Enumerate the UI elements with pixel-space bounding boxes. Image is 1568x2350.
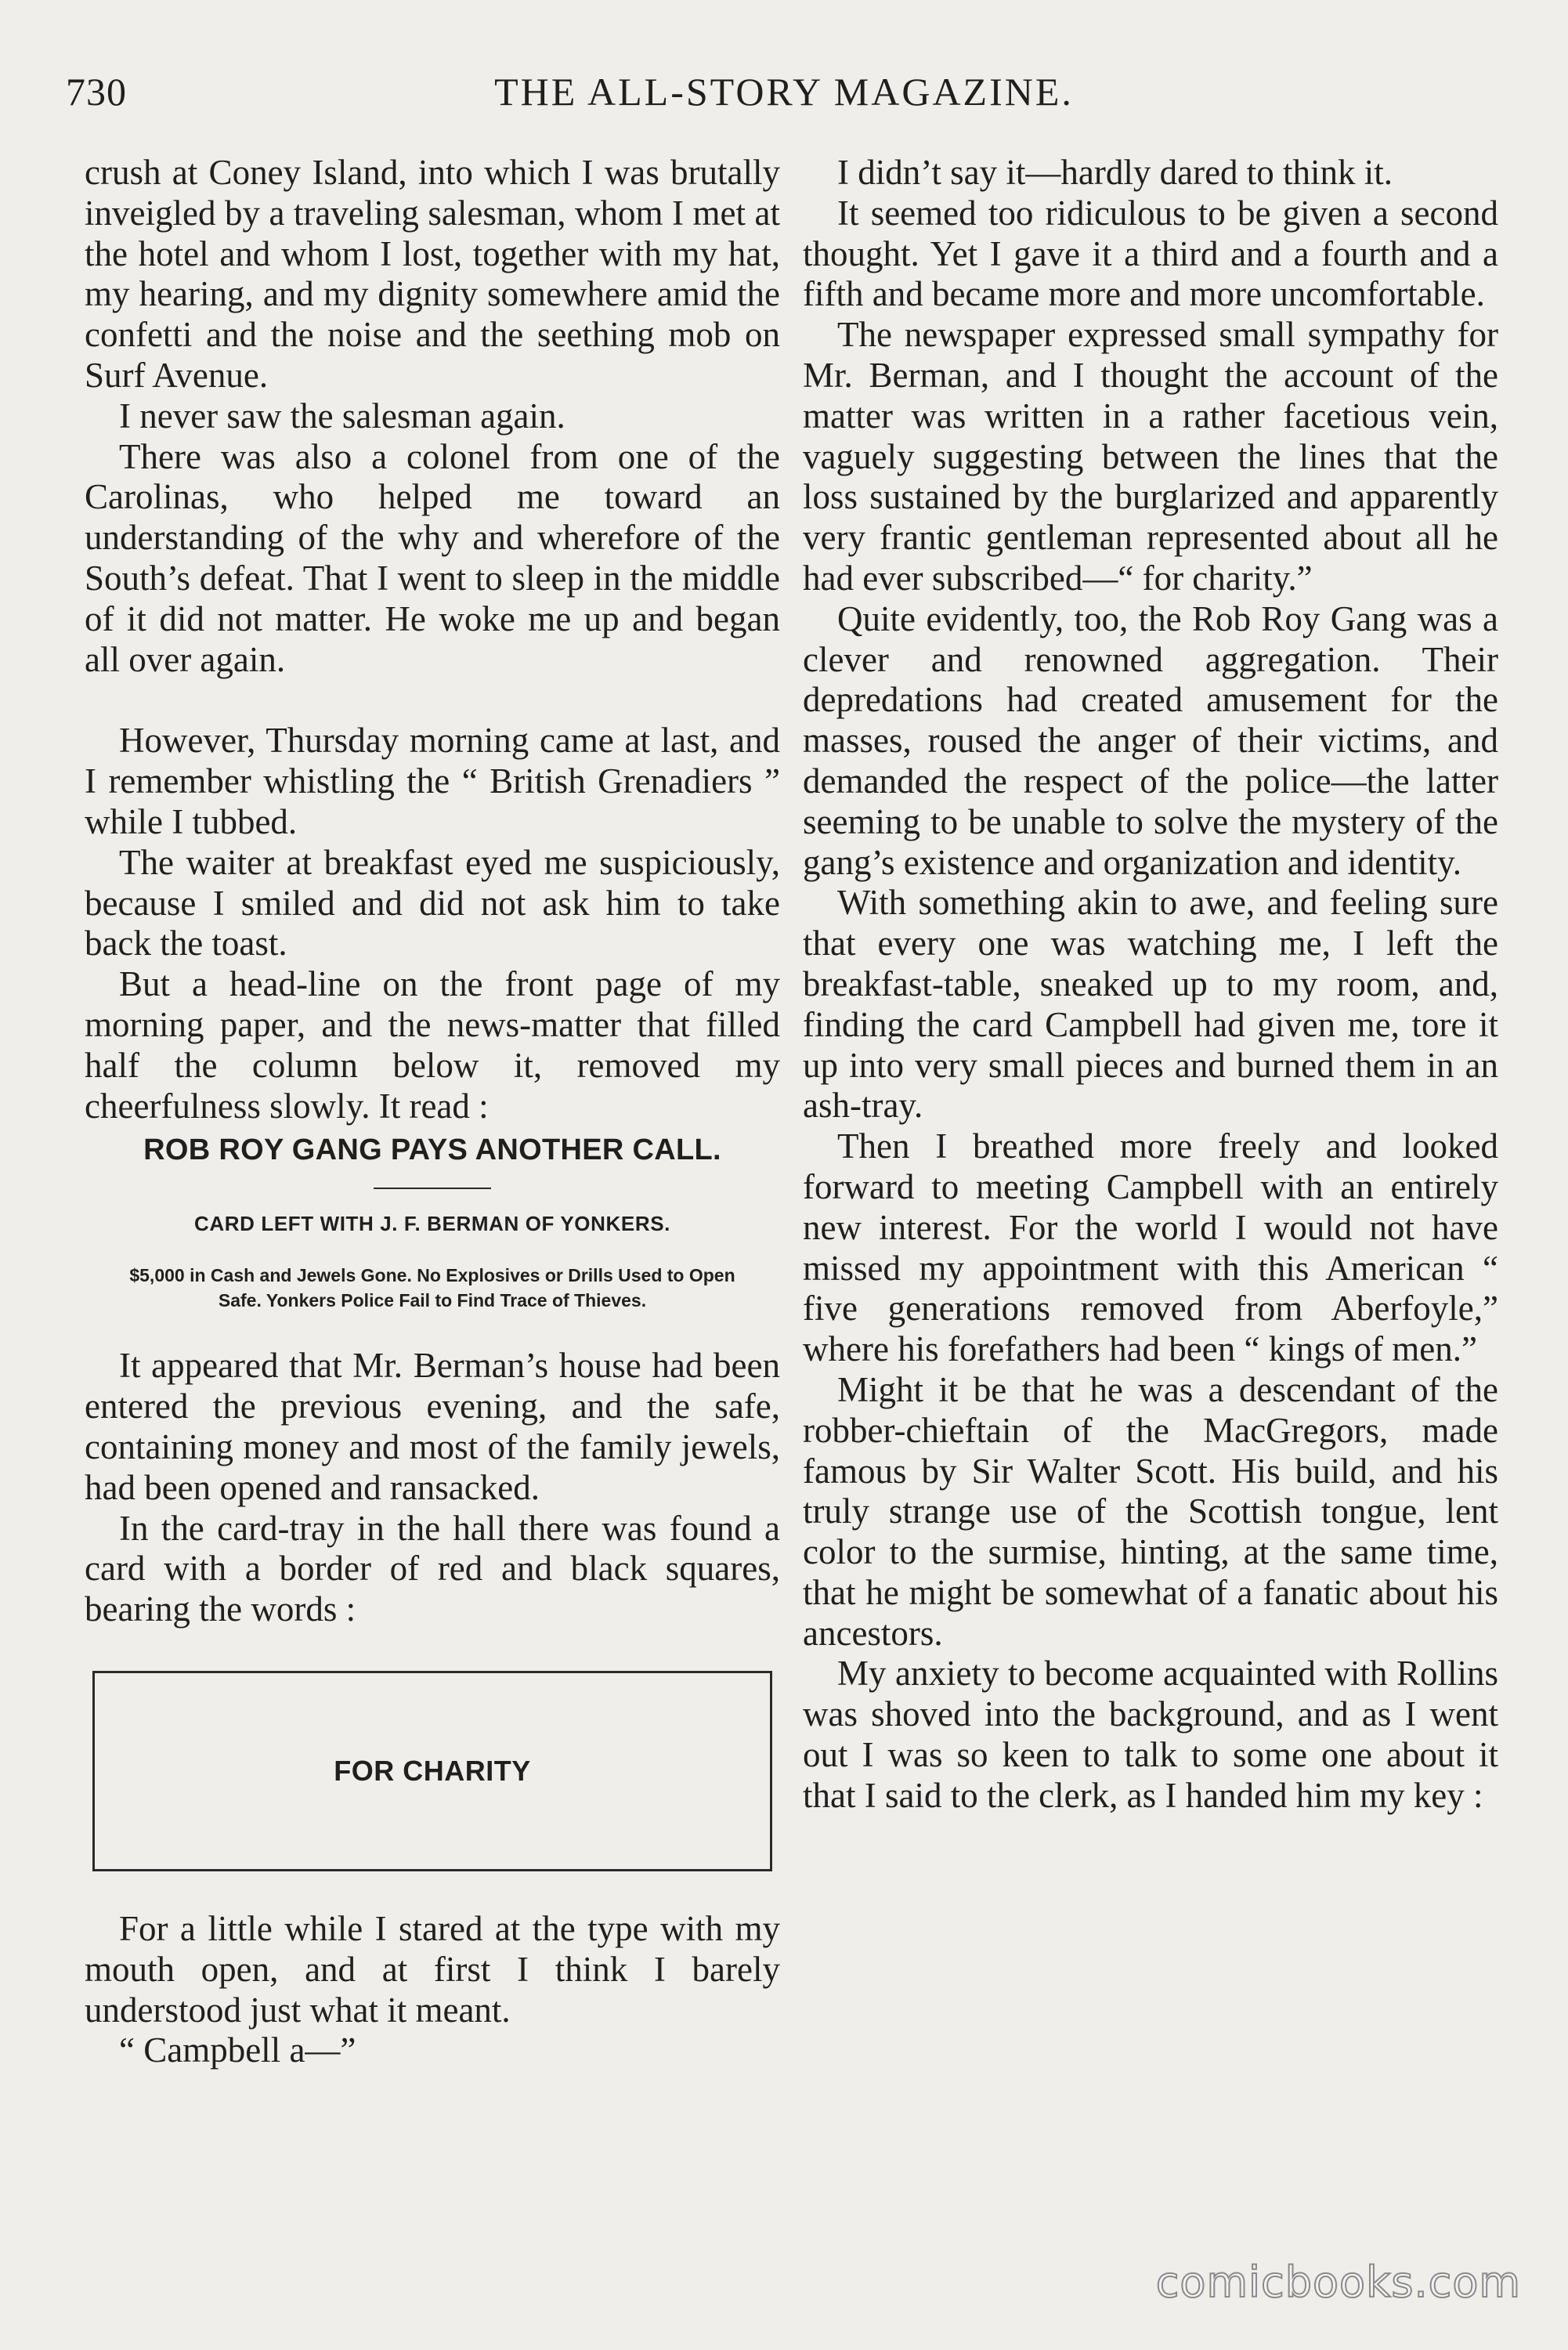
paragraph: Then I breathed more freely and looked forward to meeting Campbell with an entirely new interest. For the world I would not have missed my appointment with this American “ five generations removed from Aberfoyle,” where his forefathers had been “ kings of men.” — [803, 1126, 1498, 1369]
charity-card-text: FOR CHARITY — [334, 1755, 531, 1787]
paragraph: It appeared that Mr. Berman’s house had been entered the previous evening, and the safe, containing money and most of the family jewels, had been opened and ransacked. — [85, 1346, 780, 1507]
right-column — [803, 153, 1498, 1817]
paragraph: Might it be that he was a descendant of the robber-chieftain of the MacGregors, made famous by Sir Walter Scott. His build, and his truly strange use of the Scottish tongue, lent color to the surmise, hinting, at the same time, that he might be somewhat of a fanatic about his ancestors. — [803, 1369, 1498, 1653]
news-subheadline: CARD LEFT WITH J. F. BERMAN OF YONKERS. — [194, 1212, 670, 1236]
paragraph: Quite evidently, too, the Rob Roy Gang was a clever and renowned aggregation. Their depredations had created amusement for the masses, roused the anger of their victims, and demanded the respect of the police—the latter seeming to be unable to solve the mystery of the gang’s existence and organization and identity. — [803, 598, 1498, 882]
site-watermark: comicbooks.com — [1155, 2258, 1521, 2307]
paragraph: However, Thursday morning came at last, and I remember whistling the “ British Grenadiers ” while I tubbed. — [85, 721, 780, 841]
paragraph: I never saw the salesman again. — [119, 396, 565, 436]
paragraph: “ Campbell a—” — [119, 2030, 356, 2070]
paragraph: With something akin to awe, and feeling sure that every one was watching me, I left the breakfast-table, sneaked up to my room, and, finding the card Campbell had given me, tore it up into very small pieces and burned them in an ash-tray. — [803, 883, 1498, 1126]
paragraph: The waiter at breakfast eyed me suspiciously, because I smiled and did not ask him to take back the toast. — [85, 842, 780, 964]
paragraph: But a head-line on the front page of my morning paper, and the news-matter that filled half the column below it, removed my cheerfulness slowly. It read : — [85, 964, 780, 1126]
paragraph: The newspaper expressed small sympathy for Mr. Berman, and I thought the account of the matter was written in a rather facetious vein, vaguely suggesting between the lines that the loss sustained by the burglarized and apparently very frantic gentleman represented about all he had ever subscribed—“ for charity.” — [803, 315, 1498, 598]
news-headline: ROB ROY GANG PAYS ANOTHER CALL. — [143, 1133, 721, 1167]
paragraph: For a little while I stared at the type with my mouth open, and at first I think I barely understood just what it meant. — [85, 1908, 780, 2030]
left-column — [85, 153, 780, 2071]
paragraph: I didn’t say it—hardly dared to think it. — [837, 153, 1393, 192]
paragraph: It seemed too ridiculous to be given a second thought. Yet I gave it a third and a fourth and a fifth and became more and more uncomfortable. — [803, 193, 1498, 314]
headline-rule — [374, 1188, 491, 1189]
page-number: 730 — [66, 70, 127, 114]
paragraph: There was also a colonel from one of the Carolinas, who helped me toward an understanding of the why and wherefore of the South’s defeat. That I went to sleep in the middle of it did not matter. He woke me up and began all over again. — [85, 436, 780, 679]
paragraph: crush at Coney Island, into which I was brutally inveigled by a traveling salesman, whom I met at the hotel and whom I lost, together with my hat, my hearing, and my dignity somewhere amid the confetti and the noise and the seething mob on Surf Avenue. — [85, 153, 780, 395]
paragraph: In the card-tray in the hall there was found a card with a border of red and black squares, bearing the words : — [85, 1508, 780, 1629]
running-title: THE ALL-STORY MAGAZINE. — [494, 70, 1074, 114]
charity-card-box — [92, 1671, 772, 1871]
paragraph: My anxiety to become acquainted with Rollins was shoved into the background, and as I went out I was so keen to talk to some one about it that I said to the clerk, as I handed him my key : — [803, 1654, 1498, 1815]
news-deck: $5,000 in Cash and Jewels Gone. No Explosives or Drills Used to Open Safe. Yonkers Police Fail to Find Trace of Thieves. — [129, 1265, 735, 1311]
